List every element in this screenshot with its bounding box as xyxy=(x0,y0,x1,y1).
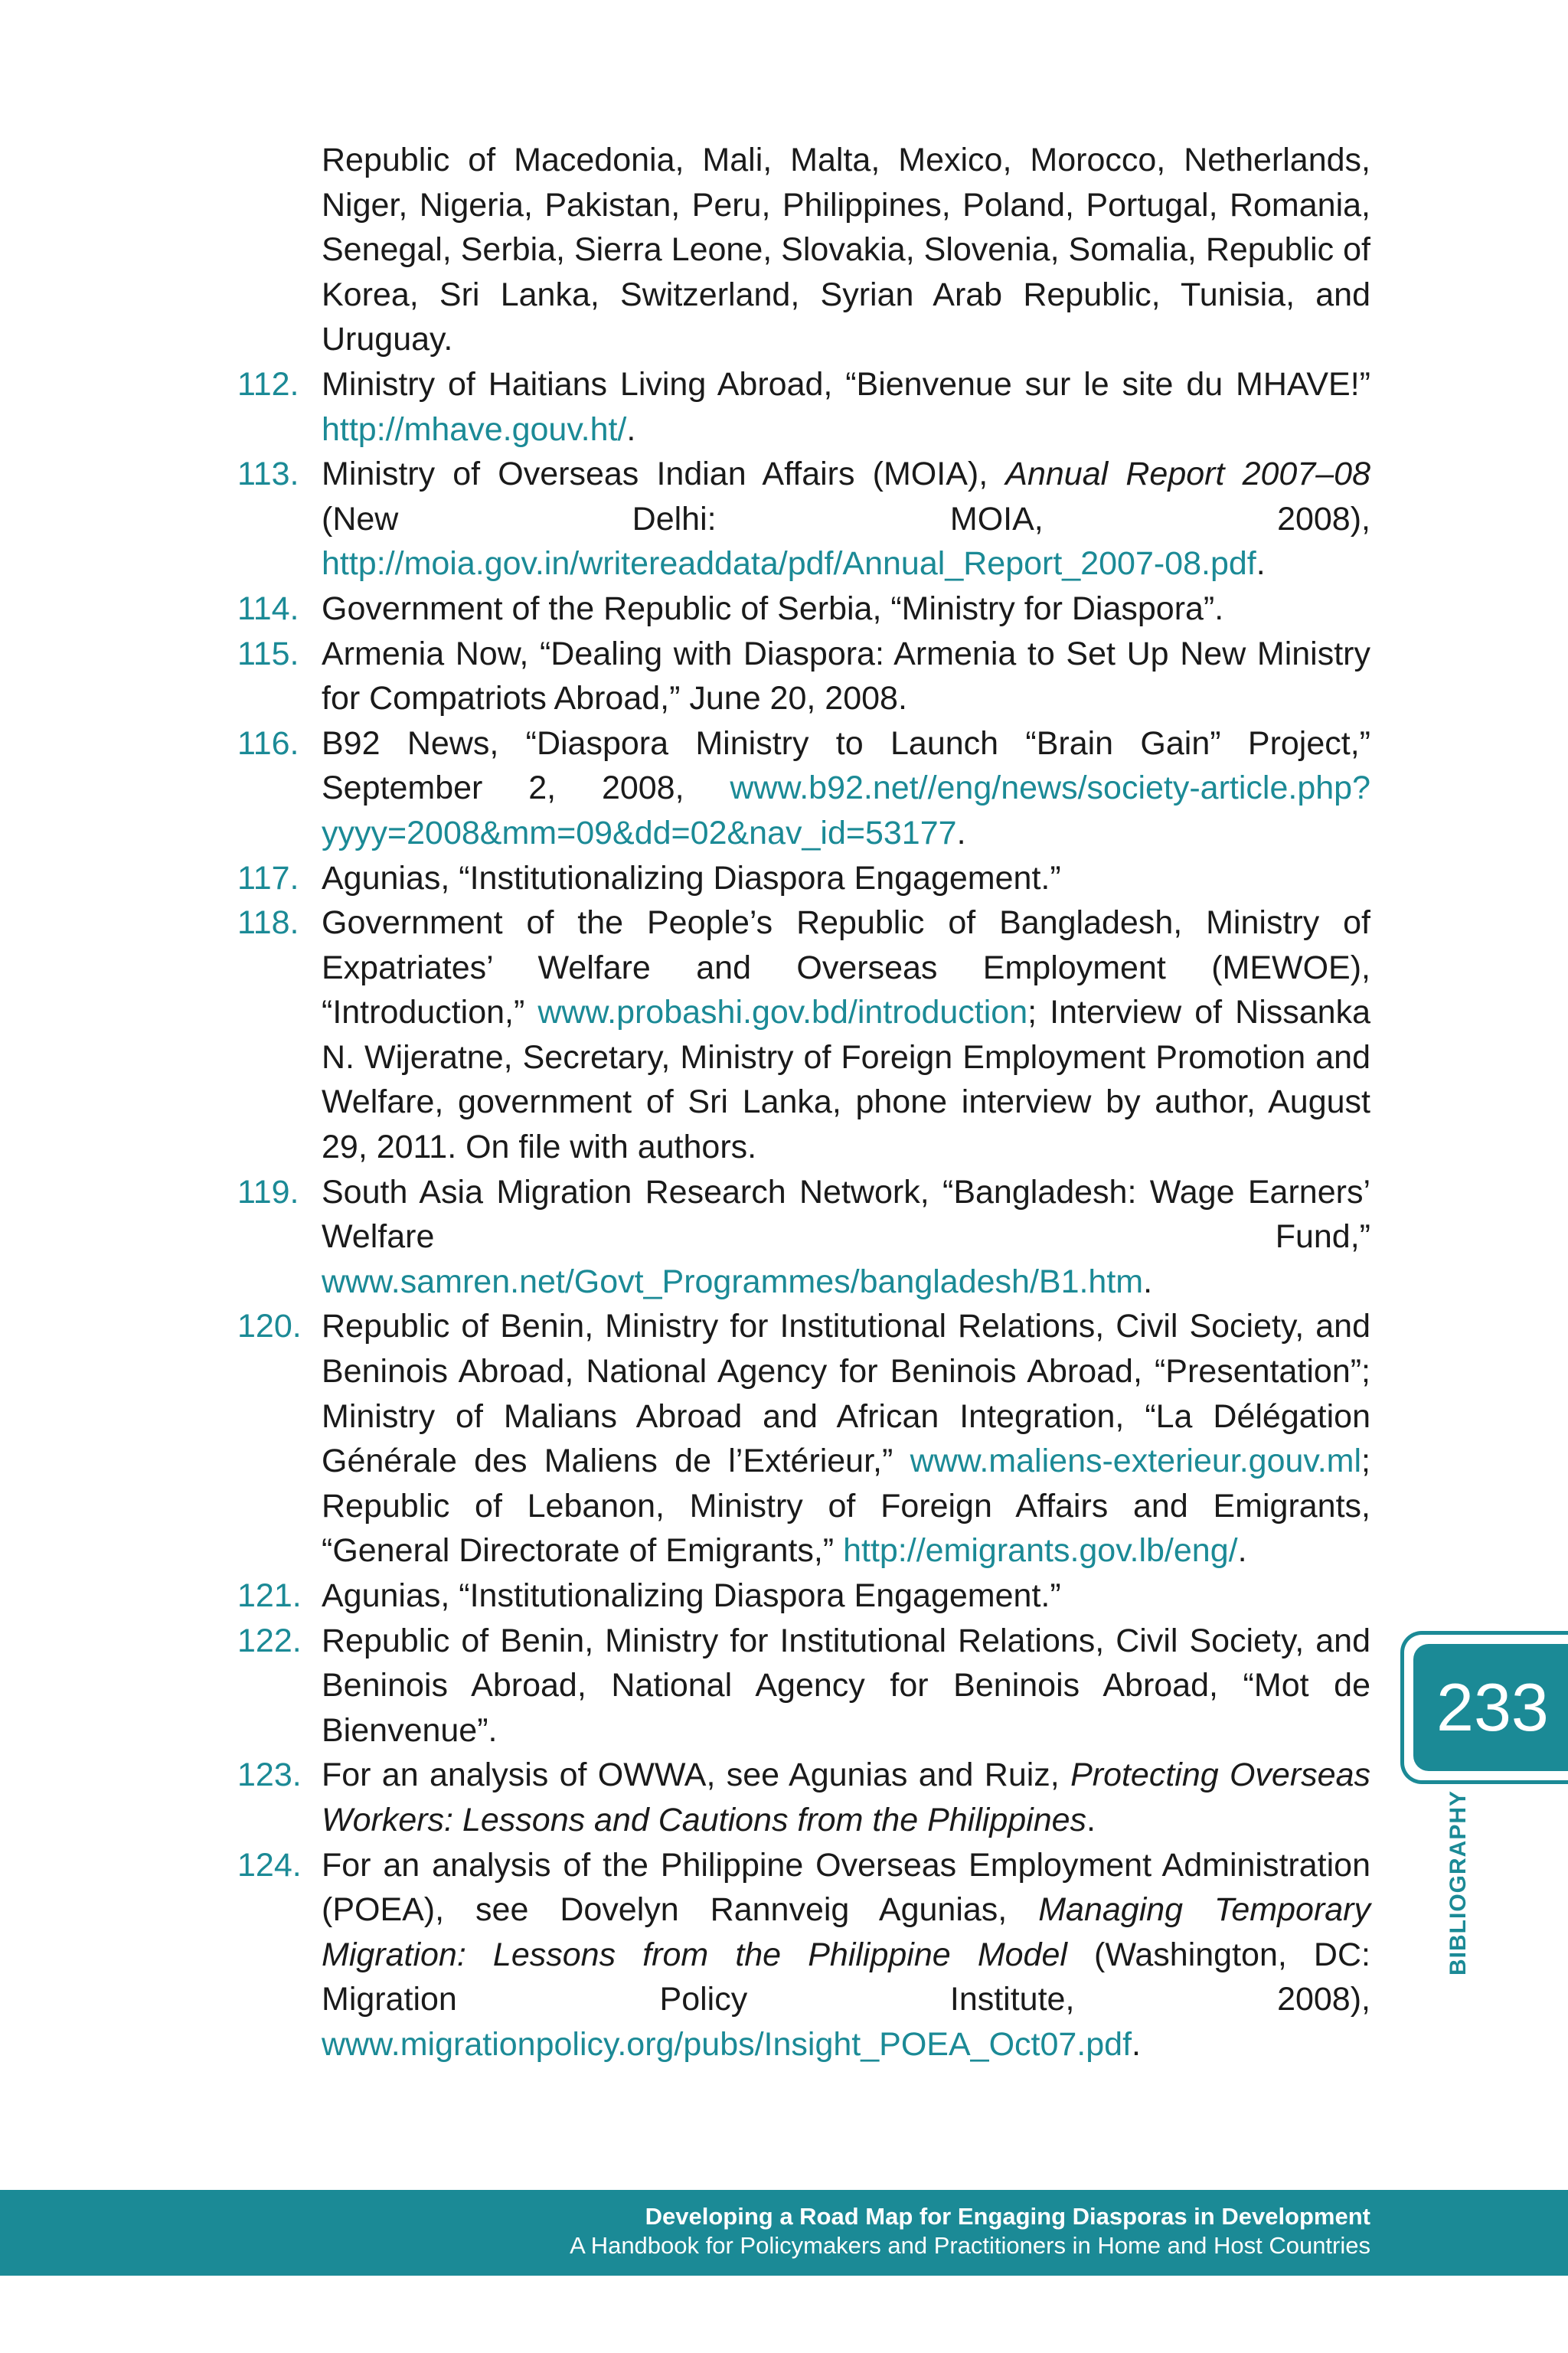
bibliography-notes xyxy=(237,138,1370,2067)
note-text: . xyxy=(1143,1263,1153,1300)
note-text: ; Interview of Nissanka N. Wijeratne, Secretary, Ministry of Foreign Employment Promotion and Welfare, government of Sri Lanka, phone interview by author, August 29, 2011. On file with authors. xyxy=(322,994,1371,1166)
note-link[interactable]: www.b92.net//eng/news/society-article.php?yyyy=2008&mm=09&dd=02&nav_id=53177 xyxy=(322,770,1370,851)
note-text: Agunias, “Institutionalizing Diaspora Engagement.” xyxy=(322,859,1061,897)
note-118 xyxy=(237,900,1370,1170)
note-text: South Asia Migration Research Network, “Bangladesh: Wage Earners’ Welfare Fund,” xyxy=(322,1173,1370,1256)
note-text: . xyxy=(626,410,636,448)
note-number: 119. xyxy=(237,1173,299,1211)
note-number: 121. xyxy=(237,1577,302,1614)
note-italic-title: Managing Temporary Migration: Lessons from the Philippine Model xyxy=(322,1891,1370,1973)
note-112 xyxy=(237,362,1370,452)
note-116 xyxy=(237,721,1370,856)
note-text: B92 News, “Diaspora Ministry to Launch “Brain Gain” Project,” September 2, 2008, xyxy=(322,724,1370,807)
page-number-tab xyxy=(1400,1631,1568,1784)
note-link[interactable]: http://mhave.gouv.ht/ xyxy=(322,410,627,448)
note-number: 124. xyxy=(237,1846,302,1884)
note-123 xyxy=(237,1753,1370,1842)
note-text: . xyxy=(1256,545,1266,583)
note-link[interactable]: http://emigrants.gov.lb/eng/ xyxy=(843,1532,1238,1570)
section-label: BIBLIOGRAPHY xyxy=(1446,1789,1471,1976)
note-link[interactable]: www.samren.net/Govt_Programmes/bangladesh/B1.htm xyxy=(322,1263,1144,1300)
note-number: 116. xyxy=(237,724,299,762)
note-number: 113. xyxy=(237,456,299,493)
note-number: 122. xyxy=(237,1622,302,1659)
note-number: 123. xyxy=(237,1757,302,1794)
note-124 xyxy=(237,1843,1370,2067)
footer-subtitle: A Handbook for Policymakers and Practitioners in Home and Host Countries xyxy=(570,2232,1370,2259)
note-number: 112. xyxy=(237,365,299,403)
note-number: 115. xyxy=(237,635,299,672)
note-text: . xyxy=(1132,2025,1141,2063)
note-italic-title: Annual Report 2007–08 xyxy=(1005,456,1370,493)
note-link[interactable]: www.probashi.gov.bd/introduction xyxy=(537,994,1028,1031)
note-text: . xyxy=(956,814,966,851)
footer-band xyxy=(0,2190,1568,2276)
note-text: For an analysis of OWWA, see Agunias and Ruiz, xyxy=(322,1757,1071,1794)
note-number: 117. xyxy=(237,859,299,897)
note-link[interactable]: www.migrationpolicy.org/pubs/Insight_POEA_Oct07.pdf xyxy=(322,2025,1132,2063)
note-text: For an analysis of the Philippine Overseas Employment Administration (POEA), see Dovelyn Rannveig Agunias, xyxy=(322,1846,1370,1929)
note-121 xyxy=(237,1574,1370,1619)
page-number: 233 xyxy=(1413,1644,1568,1771)
note-122 xyxy=(237,1619,1370,1753)
note-text: Ministry of Overseas Indian Affairs (MOIA), xyxy=(322,456,1006,493)
note-text: Republic of Macedonia, Mali, Malta, Mexico, Morocco, Netherlands, Niger, Nigeria, Pakistan, Peru, Philippines, Poland, Portugal, Romania, Senegal, Serbia, Sierra Leone, Slovakia, Slovenia, Somalia, Republic of Korea, Sri Lanka, Switzerland, Syrian Arab Republic, Tunisia, and Uruguay. xyxy=(322,142,1370,358)
note-text: . xyxy=(1086,1801,1096,1838)
note-119 xyxy=(237,1170,1370,1305)
note-link[interactable]: www.maliens-exterieur.gouv.ml xyxy=(910,1443,1362,1480)
note-text: Republic of Benin, Ministry for Institutional Relations, Civil Society, and Beninois Abroad, National Agency for Beninois Abroad, “Presentation”; Ministry of Malians Abroad and African Integration, “La Délégation Générale des Maliens de l’Extérieur,” xyxy=(322,1308,1370,1480)
note-text: Government of the Republic of Serbia, “Ministry for Diaspora”. xyxy=(322,590,1224,627)
note-number: 120. xyxy=(237,1308,302,1345)
note-text: Agunias, “Institutionalizing Diaspora Engagement.” xyxy=(322,1577,1061,1614)
note-113 xyxy=(237,452,1370,587)
note-text: (Washington, DC: Migration Policy Institute, 2008), xyxy=(322,1936,1370,2018)
note-number: 118. xyxy=(237,904,299,942)
note-text: Armenia Now, “Dealing with Diaspora: Armenia to Set Up New Ministry for Compatriots Abroad,” June 20, 2008. xyxy=(322,635,1370,717)
note-text: . xyxy=(1237,1532,1247,1570)
footer-title: Developing a Road Map for Engaging Diasporas in Development xyxy=(645,2203,1370,2230)
note-115 xyxy=(237,632,1370,721)
note-text: Government of the People’s Republic of Bangladesh, Ministry of Expatriates’ Welfare and Overseas Employment (MEWOE), “Introduction,” xyxy=(322,904,1370,1031)
note-link[interactable]: http://moia.gov.in/writereaddata/pdf/Annual_Report_2007-08.pdf xyxy=(322,545,1256,583)
note-114 xyxy=(237,587,1370,632)
note-continuation xyxy=(237,138,1370,362)
note-text: Ministry of Haitians Living Abroad, “Bienvenue sur le site du MHAVE!” xyxy=(322,365,1370,403)
note-text: Republic of Benin, Ministry for Institutional Relations, Civil Society, and Beninois Abroad, National Agency for Beninois Abroad, “Mot de Bienvenue”. xyxy=(322,1622,1370,1749)
note-italic-title: Protecting Overseas Workers: Lessons and Cautions from the Philippines xyxy=(322,1757,1370,1838)
note-text: ; Republic of Lebanon, Ministry of Foreign Affairs and Emigrants, “General Directorate of Emigrants,” xyxy=(322,1443,1370,1570)
note-text: (New Delhi: MOIA, 2008), xyxy=(322,500,1370,538)
note-117 xyxy=(237,856,1370,901)
note-120 xyxy=(237,1304,1370,1574)
note-number: 114. xyxy=(237,590,299,627)
